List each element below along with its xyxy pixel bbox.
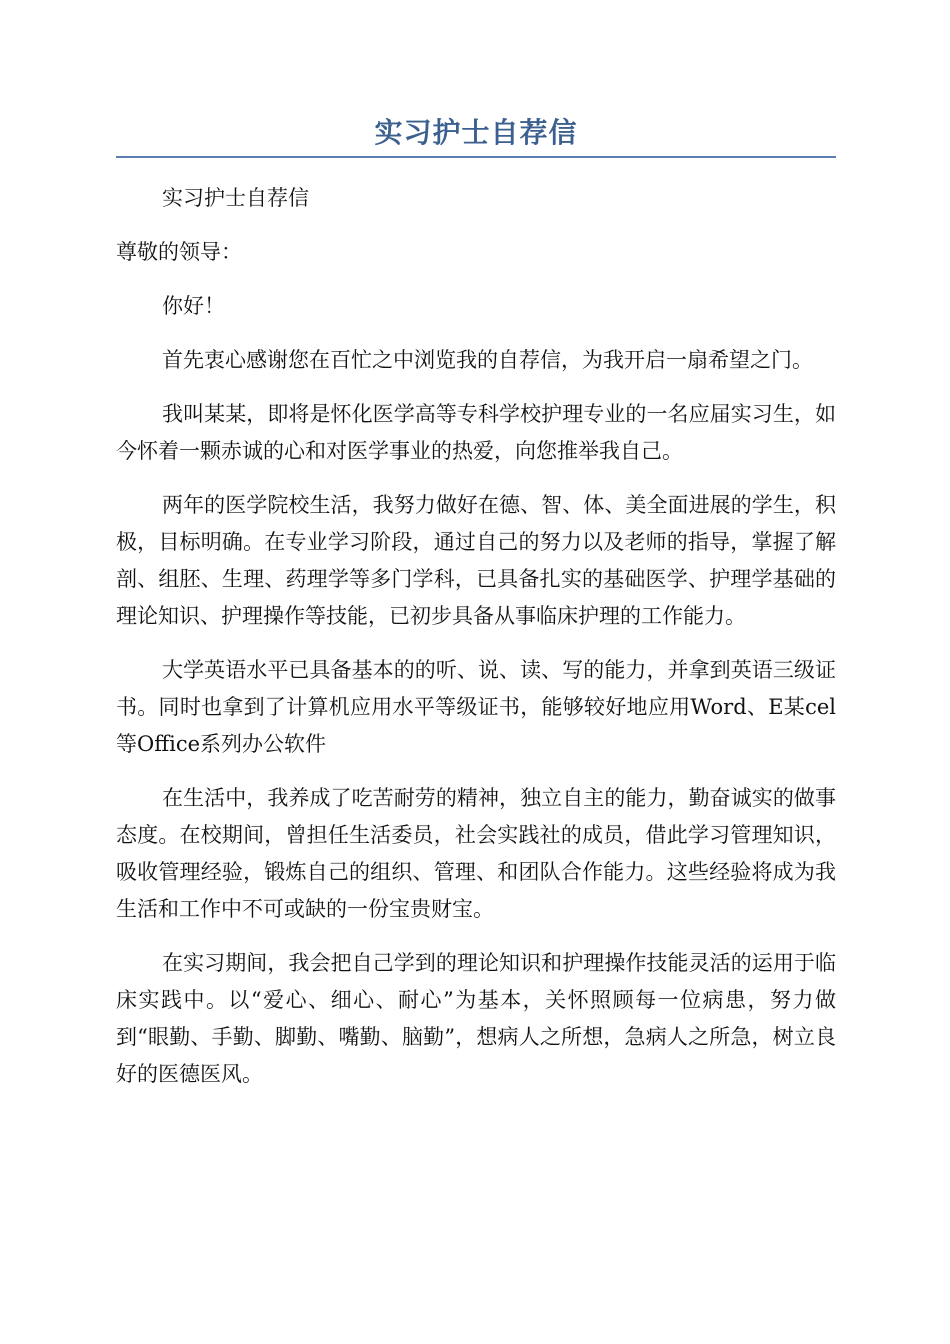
paragraph: 大学英语水平已具备基本的的听、说、读、写的能力，并拿到英语三级证书。同时也拿到了计算机应用水平等级证书，能够较好地应用Word、E某cel等Office系列办公软件: [116, 658, 836, 756]
paragraph: 首先衷心感谢您在百忙之中浏览我的自荐信，为我开启一扇希望之门。: [162, 348, 813, 372]
paragraph: 在实习期间，我会把自己学到的理论知识和护理操作技能灵活的运用于临床实践中。以“爱心、细心、耐心”为基本，关怀照顾每一位病患，努力做到“眼勤、手勤、脚勤、嘴勤、脑勤”，想病人之所想，急病人之所急，树立良好的医德医风。: [116, 951, 836, 1086]
document-page: [116, 112, 836, 1110]
paragraph: 实习护士自荐信: [162, 186, 309, 210]
title-underline: [116, 156, 836, 158]
document-title: 实习护士自荐信: [374, 116, 578, 149]
paragraph: 我叫某某，即将是怀化医学高等专科学校护理专业的一名应届实习生，如今怀着一颗赤诚的心和对医学事业的热爱，向您推举我自己。: [116, 402, 836, 463]
greeting: 你好！: [162, 294, 225, 318]
salutation: 尊敬的领导：: [116, 240, 242, 264]
paragraph: 两年的医学院校生活，我努力做好在德、智、体、美全面进展的学生，积极，目标明确。在专业学习阶段，通过自己的努力以及老师的指导，掌握了解剖、组胚、生理、药理学等多门学科，已具备扎实的基础医学、护理学基础的理论知识、护理操作等技能，已初步具备从事临床护理的工作能力。: [116, 493, 836, 628]
paragraph: 在生活中，我养成了吃苦耐劳的精神，独立自主的能力，勤奋诚实的做事态度。在校期间，曾担任生活委员，社会实践社的成员，借此学习管理知识，吸收管理经验，锻炼自己的组织、管理、和团队合作能力。这些经验将成为我生活和工作中不可或缺的一份宝贵财宝。: [116, 786, 836, 921]
document-body: [116, 180, 836, 1093]
